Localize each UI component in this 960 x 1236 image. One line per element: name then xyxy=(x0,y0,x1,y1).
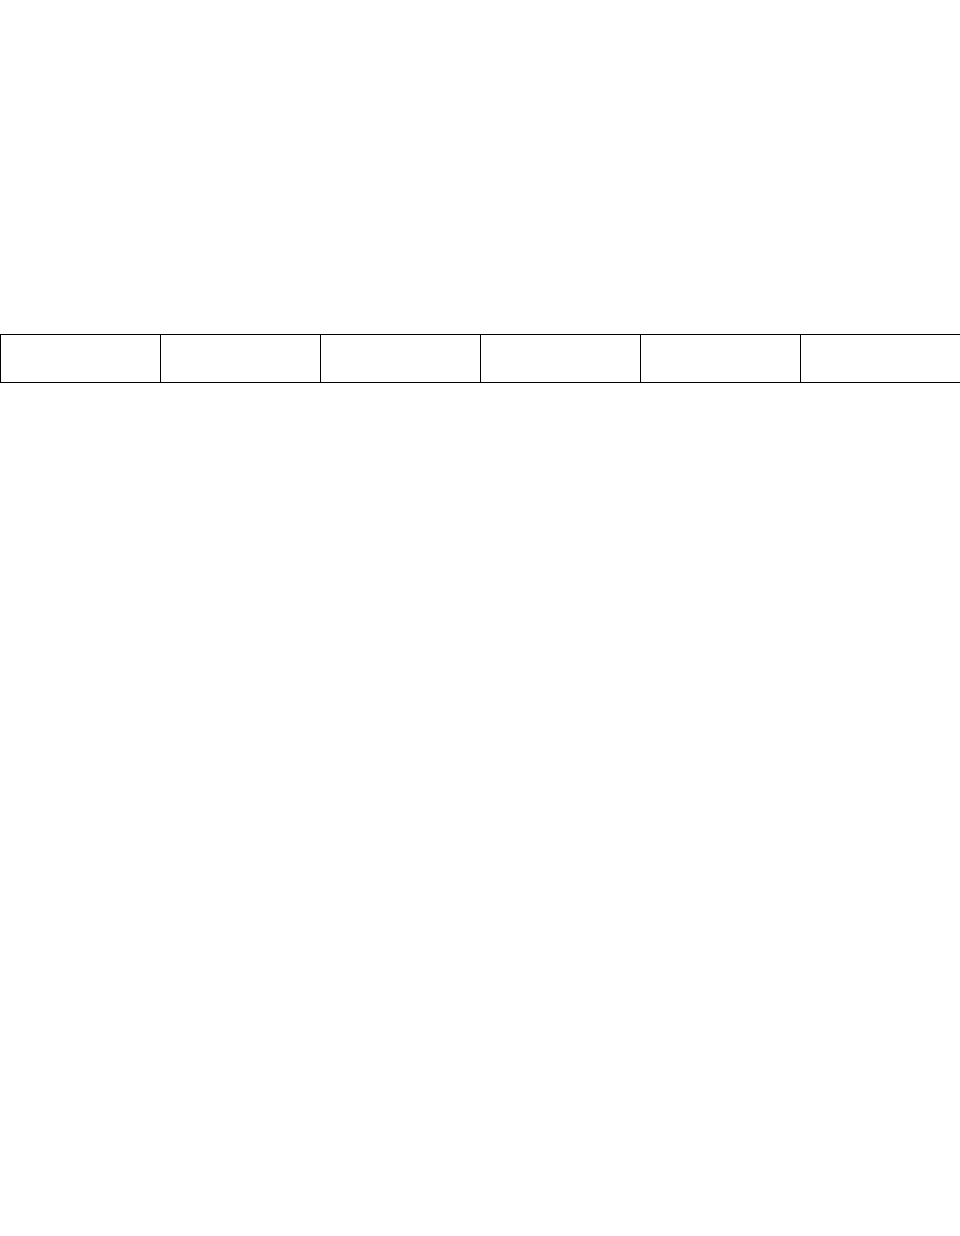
table-cell xyxy=(641,335,801,383)
table-cell xyxy=(321,335,481,383)
table-cell xyxy=(161,335,321,383)
results-table-1 xyxy=(0,334,960,383)
table-spacer-row xyxy=(1,335,960,383)
table-cell xyxy=(1,335,161,383)
table-cell xyxy=(801,335,960,383)
table-cell xyxy=(481,335,641,383)
